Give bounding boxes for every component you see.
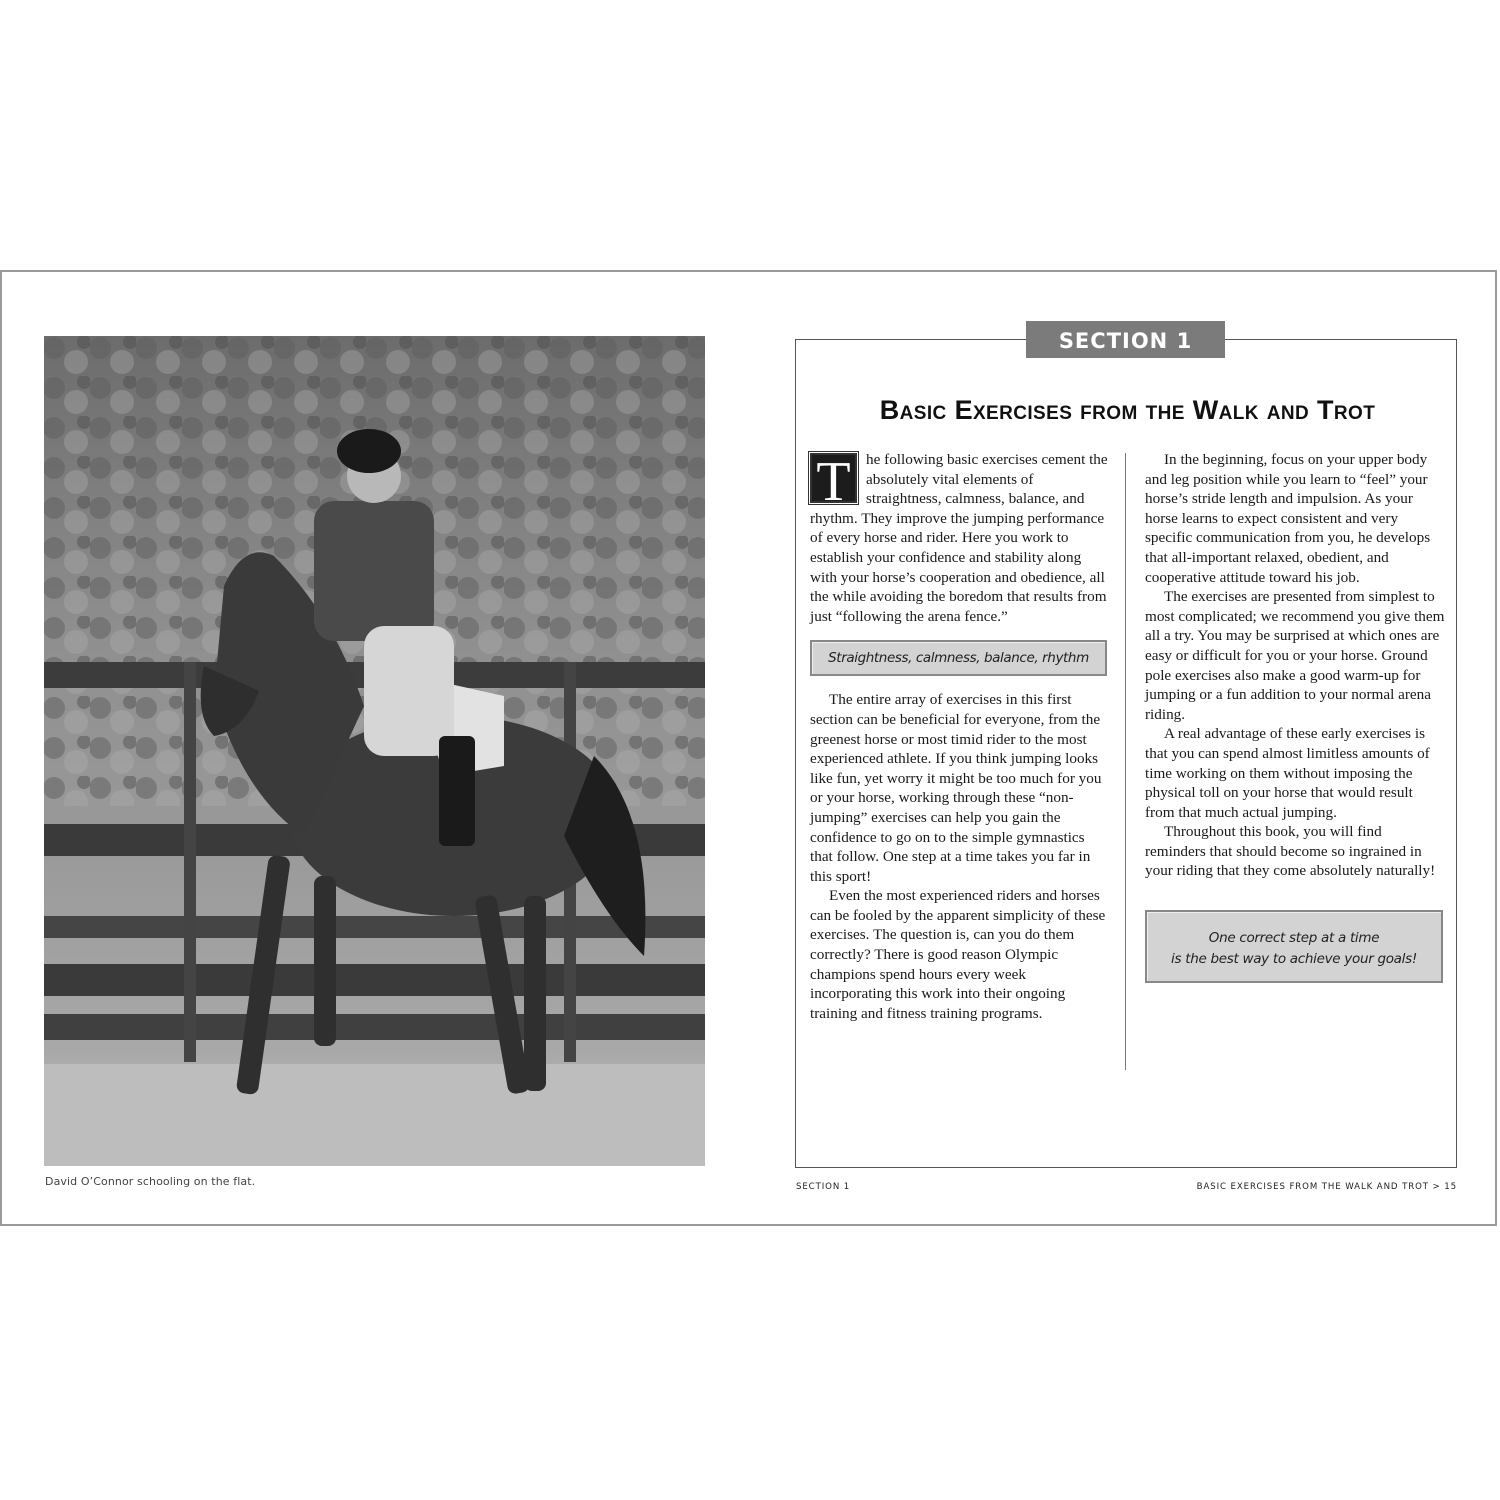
pull-quote-line-1: One correct step at a time [1208, 930, 1380, 947]
intro-paragraph [810, 450, 1110, 626]
body-paragraph: In the beginning, focus on your upper body and leg position while you learn to “feel” your horse’s stride length and impulsion. As your horse learns to expect consistent and very specific communication from you, he develops that all-important relaxed, obedient, and cooperative attitude toward his job. [1145, 451, 1431, 586]
pull-quote-keywords: Straightness, calmness, balance, rhythm [810, 640, 1107, 676]
chapter-title: Basic Exercises from the Walk and Trot [879, 395, 1376, 425]
drop-cap: T [810, 453, 857, 503]
right-text-column [1145, 450, 1445, 983]
body-paragraph: Throughout this book, you will find reminders that should become so ingrained in your riding that they come absolutely naturally! [1145, 823, 1436, 880]
photo-caption: David O’Connor schooling on the flat. [45, 1175, 256, 1188]
intro-text: he following basic exercises cement the absolutely vital elements of straightness, calmness, balance, and rhythm. They improve the jumping performance of every horse and rider. Here you work to establish your confidence and stability along with your horse’s cooperation and obedience, all the while avoiding the boredom that results from just “following the arena fence.” [810, 451, 1108, 625]
body-paragraph: Even the most experienced riders and horses can be fooled by the apparent simplicity of these exercises. The question is, can you do them correctly? There is good reason Olympic champions spend hours every week incorporating this work into their ongoing training and fitness training programs. [810, 887, 1106, 1022]
body-paragraph: A real advantage of these early exercises is that you can spend almost limitless amounts of time working on them without imposing the physical toll on your horse that would result from that much actual jumping. [1145, 725, 1430, 821]
running-footer-section: SECTION 1 [796, 1182, 851, 1192]
body-paragraph: The exercises are presented from simplest to most complicated; we recommend you give them all a try. You may be surprised at which ones are easy or difficult for you or your horse. Ground pole exercises also make a good warm-up for jumping or a fun addition to your normal arena riding. [1145, 588, 1445, 723]
pull-quote-line-2: is the best way to achieve your goals! [1171, 951, 1417, 968]
column-divider [1125, 453, 1126, 1070]
pull-quote-goals [1145, 910, 1443, 983]
section-tab: SECTION 1 [1026, 321, 1225, 358]
horse-rider-photo [44, 336, 705, 1166]
body-paragraph: The entire array of exercises in this first section can be beneficial for everyone, from the greenest horse or most timid rider to the most experienced athlete. If you think jumping looks like fun, yet worry it might be too much for you or your horse, working through these “non-jumping” exercises can help you gain the confidence to go on to the simple gymnastics that follow. One step at a time takes you far in this sport! [810, 691, 1102, 885]
running-footer-title-page: BASIC EXERCISES FROM THE WALK AND TROT > 15 [1196, 1182, 1457, 1192]
left-text-column [810, 450, 1110, 1023]
